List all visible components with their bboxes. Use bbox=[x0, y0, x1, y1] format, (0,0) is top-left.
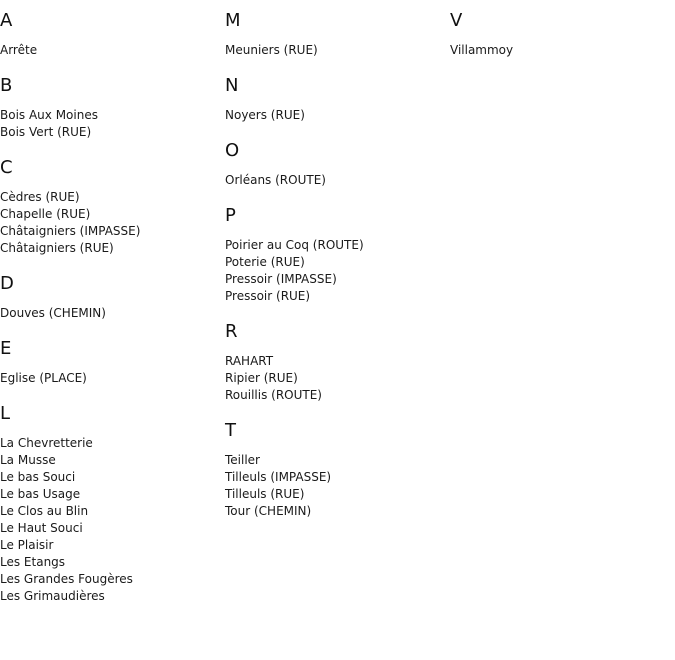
street-link-pressoir-rue[interactable]: Pressoir (RUE) bbox=[225, 289, 311, 303]
street-item bbox=[225, 172, 445, 189]
street-item bbox=[225, 370, 445, 387]
street-link-la-chevretterie[interactable]: La Chevretterie bbox=[0, 436, 93, 450]
street-item bbox=[0, 189, 220, 206]
street-item bbox=[225, 503, 445, 520]
street-item bbox=[225, 469, 445, 486]
street-item bbox=[225, 452, 445, 469]
street-item bbox=[225, 107, 445, 124]
street-link-rahart[interactable]: RAHART bbox=[225, 354, 274, 368]
letter-heading: V bbox=[450, 10, 463, 31]
street-list bbox=[0, 189, 220, 257]
street-item bbox=[0, 223, 220, 240]
street-link-arrete[interactable]: Arrête bbox=[0, 43, 38, 57]
street-item bbox=[225, 387, 445, 404]
street-item bbox=[450, 42, 670, 59]
street-list bbox=[225, 107, 445, 124]
letter-heading: P bbox=[225, 205, 236, 226]
street-item bbox=[0, 305, 220, 322]
street-list bbox=[0, 42, 220, 59]
street-item bbox=[0, 206, 220, 223]
street-item bbox=[225, 237, 445, 254]
letter-heading: C bbox=[0, 157, 13, 178]
street-item bbox=[225, 486, 445, 503]
street-item bbox=[225, 288, 445, 305]
street-item bbox=[0, 571, 220, 588]
letter-group-t bbox=[225, 420, 445, 520]
letter-group-n bbox=[225, 75, 445, 124]
street-link-le-haut-souci[interactable]: Le Haut Souci bbox=[0, 521, 83, 535]
street-link-douves-chemin[interactable]: Douves (CHEMIN) bbox=[0, 306, 106, 320]
street-link-poirier-au-coq-route[interactable]: Poirier au Coq (ROUTE) bbox=[225, 238, 364, 252]
street-item bbox=[225, 353, 445, 370]
street-link-noyers-rue[interactable]: Noyers (RUE) bbox=[225, 108, 305, 122]
street-link-les-etangs[interactable]: Les Etangs bbox=[0, 555, 66, 569]
street-link-le-bas-souci[interactable]: Le bas Souci bbox=[0, 470, 76, 484]
street-link-bois-aux-moines[interactable]: Bois Aux Moines bbox=[0, 108, 98, 122]
street-link-le-clos-au-blin[interactable]: Le Clos au Blin bbox=[0, 504, 89, 518]
street-list bbox=[0, 435, 220, 605]
letter-heading: M bbox=[225, 10, 241, 31]
street-item bbox=[225, 254, 445, 271]
street-list bbox=[0, 305, 220, 322]
street-item bbox=[0, 124, 220, 141]
letter-heading: R bbox=[225, 321, 238, 342]
street-link-chapelle-rue[interactable]: Chapelle (RUE) bbox=[0, 207, 91, 221]
street-item bbox=[225, 42, 445, 59]
letter-group-v bbox=[450, 10, 670, 59]
street-link-ripier-rue[interactable]: Ripier (RUE) bbox=[225, 371, 298, 385]
street-link-cedres-rue[interactable]: Cèdres (RUE) bbox=[0, 190, 80, 204]
letter-group-c bbox=[0, 157, 220, 257]
street-link-les-grimaudieres[interactable]: Les Grimaudières bbox=[0, 589, 105, 603]
letter-heading: D bbox=[0, 273, 14, 294]
street-link-pressoir-impasse[interactable]: Pressoir (IMPASSE) bbox=[225, 272, 337, 286]
street-link-les-grandes-fougeres[interactable]: Les Grandes Fougères bbox=[0, 572, 133, 586]
street-link-eglise-place[interactable]: Eglise (PLACE) bbox=[0, 371, 87, 385]
street-link-le-bas-usage[interactable]: Le bas Usage bbox=[0, 487, 81, 501]
street-link-tilleuls-impasse[interactable]: Tilleuls (IMPASSE) bbox=[225, 470, 332, 484]
letter-group-m bbox=[225, 10, 445, 59]
street-list bbox=[225, 42, 445, 59]
street-list bbox=[225, 172, 445, 189]
street-link-chataigniers-impasse[interactable]: Châtaigniers (IMPASSE) bbox=[0, 224, 141, 238]
letter-group-r bbox=[225, 321, 445, 404]
letter-heading: T bbox=[225, 420, 236, 441]
letter-heading: O bbox=[225, 140, 240, 161]
street-link-tilleuls-rue[interactable]: Tilleuls (RUE) bbox=[225, 487, 305, 501]
letter-heading: A bbox=[0, 10, 13, 31]
letter-group-b bbox=[0, 75, 220, 141]
street-link-meuniers-rue[interactable]: Meuniers (RUE) bbox=[225, 43, 318, 57]
street-link-tour-chemin[interactable]: Tour (CHEMIN) bbox=[225, 504, 312, 518]
street-item bbox=[0, 240, 220, 257]
street-column-1 bbox=[0, 10, 220, 621]
street-link-le-plaisir[interactable]: Le Plaisir bbox=[0, 538, 54, 552]
street-item bbox=[225, 271, 445, 288]
street-list bbox=[0, 107, 220, 141]
street-item bbox=[0, 486, 220, 503]
street-link-teiller[interactable]: Teiller bbox=[225, 453, 260, 467]
street-link-bois-vert-rue[interactable]: Bois Vert (RUE) bbox=[0, 125, 92, 139]
street-item bbox=[0, 520, 220, 537]
street-item bbox=[0, 537, 220, 554]
street-link-chataigniers-rue[interactable]: Châtaigniers (RUE) bbox=[0, 241, 114, 255]
letter-heading: B bbox=[0, 75, 13, 96]
letter-group-l bbox=[0, 403, 220, 605]
street-item bbox=[0, 107, 220, 124]
street-list bbox=[225, 353, 445, 404]
letter-group-a bbox=[0, 10, 220, 59]
street-list bbox=[0, 370, 220, 387]
street-column-3 bbox=[450, 10, 670, 75]
street-list bbox=[225, 237, 445, 305]
letter-group-e bbox=[0, 338, 220, 387]
street-list bbox=[225, 452, 445, 520]
street-link-orleans-route[interactable]: Orléans (ROUTE) bbox=[225, 173, 326, 187]
letter-heading: N bbox=[225, 75, 239, 96]
street-item bbox=[0, 42, 220, 59]
street-link-villammoy[interactable]: Villammoy bbox=[450, 43, 514, 57]
street-list bbox=[450, 42, 670, 59]
street-link-poterie-rue[interactable]: Poterie (RUE) bbox=[225, 255, 305, 269]
street-item bbox=[0, 435, 220, 452]
letter-group-d bbox=[0, 273, 220, 322]
street-item bbox=[0, 554, 220, 571]
street-link-la-musse[interactable]: La Musse bbox=[0, 453, 56, 467]
street-item bbox=[0, 588, 220, 605]
street-link-rouillis-route[interactable]: Rouillis (ROUTE) bbox=[225, 388, 322, 402]
street-item bbox=[0, 370, 220, 387]
letter-group-p bbox=[225, 205, 445, 305]
letter-heading: E bbox=[0, 338, 12, 359]
street-item bbox=[0, 503, 220, 520]
letter-group-o bbox=[225, 140, 445, 189]
street-column-2 bbox=[225, 10, 445, 536]
street-item bbox=[0, 469, 220, 486]
street-item bbox=[0, 452, 220, 469]
letter-heading: L bbox=[0, 403, 11, 424]
